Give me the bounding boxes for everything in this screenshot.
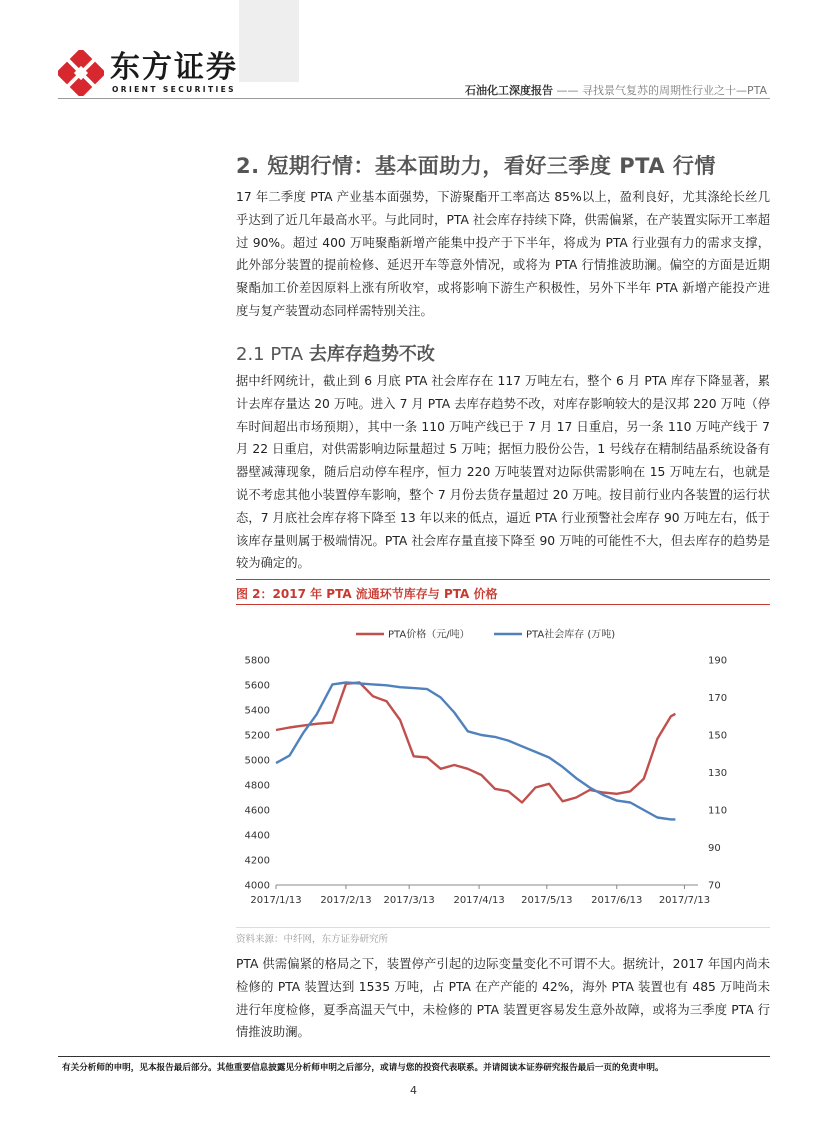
y-left-tick-label: 4400 xyxy=(244,830,270,842)
y-right-tick-label: 110 xyxy=(708,805,728,817)
x-tick-label: 2017/3/13 xyxy=(383,895,435,906)
y-left-tick-label: 5200 xyxy=(244,730,270,742)
y-left-tick-label: 4000 xyxy=(244,880,270,892)
header-divider xyxy=(58,98,770,99)
orient-securities-logo-icon xyxy=(58,50,104,96)
page-number: 4 xyxy=(410,1084,417,1097)
y-left-tick-label: 4800 xyxy=(244,780,270,792)
y-left-tick-label: 4600 xyxy=(244,805,270,817)
figure-top-rule xyxy=(236,579,770,580)
y-left-tick-label: 5800 xyxy=(244,655,270,667)
figure-title: 图 2：2017 年 PTA 流通环节库存与 PTA 价格 xyxy=(236,587,498,601)
subsection-title-text: 去库存趋势不改 xyxy=(308,344,435,365)
y-right-tick-label: 70 xyxy=(708,880,721,892)
legend-label: PTA社会库存 (万吨) xyxy=(526,629,616,641)
section-title: 2. 短期行情：基本面助力，看好三季度 PTA 行情 xyxy=(236,154,716,178)
y-right-tick-label: 190 xyxy=(708,655,728,667)
figure-source: 资料来源：中纤网，东方证券研究所 xyxy=(236,934,389,945)
figure-bottom-rule xyxy=(236,927,770,928)
logo-text-cn: 东方证券 xyxy=(110,50,238,85)
y-right-tick-label: 150 xyxy=(708,730,728,742)
x-tick-label: 2017/5/13 xyxy=(521,895,573,906)
y-left-tick-label: 4200 xyxy=(244,855,270,867)
figure-title-rule xyxy=(236,604,770,605)
footer-divider xyxy=(58,1056,770,1057)
header-decor-bar xyxy=(239,0,299,82)
y-right-tick-label: 170 xyxy=(708,693,728,704)
x-tick-label: 2017/6/13 xyxy=(591,895,643,906)
report-subtitle: —— 寻找景气复苏的周期性行业之十—PTA xyxy=(556,84,767,97)
x-tick-label: 2017/1/13 xyxy=(250,895,302,906)
series-line-pta-inventory xyxy=(276,683,675,820)
y-left-tick-label: 5600 xyxy=(244,680,270,692)
y-right-tick-label: 130 xyxy=(708,768,728,779)
subsection-title xyxy=(236,340,435,366)
report-header xyxy=(465,82,767,98)
x-tick-label: 2017/2/13 xyxy=(320,895,372,906)
footer-disclaimer: 有关分析师的申明，见本报告最后部分。其他重要信息披露见分析师申明之后部分，或请与您的投资代表联系。并请阅读本证券研究报告最后一页的免责申明。 xyxy=(62,1063,664,1073)
body-paragraph: PTA 供需偏紧的格局之下，装置停产引起的边际变量变化不可谓不大。据统计，2017 年国内尚未检修的 PTA 装置达到 1535 万吨，占 PTA 在产产能的 42%，海外 PTA 装置也有 485 万吨尚未进行年度检修，夏季高温天气中，未检修的 PTA 装置更容易发生意外故障，或将为三季度 PTA 行情推波助澜。 xyxy=(236,957,770,1040)
subsection-paragraph: 据中纤网统计，截止到 6 月底 PTA 社会库存在 117 万吨左右，整个 6 月 PTA 库存下降显著，累计去库存量达 20 万吨。进入 7 月 PTA 去库存趋势不改，对库存影响较大的是汉邦 220 万吨（停车时间超出市场预期），其中一条 110 万吨产线已于 7 月 17 日重启，另一条 110 万吨产线于 7 月 22 日重启，对供需影响边际量超过 5 万吨；据恒力股份公告，1 号线存在精制结晶系统设备有器壁减薄现象，随后启动停车程序，恒力 220 万吨装置对边际供需影响在 15 万吨左右，也就是说不考虑其他小装置停车影响，整个 7 月份去货存量超过 20 万吨。按目前行业内各装置的运行状态，7 月底社会库存将下降至 13 年以来的低点，逼近 PTA 行业预警社会库存 90 万吨左右，低于该库存量则属于极端情况。PTA 社会库存量直接下降至 90 万吨的可能性不大，但去库存的趋势是较为确定的。 xyxy=(236,374,770,571)
x-tick-label: 2017/7/13 xyxy=(658,895,711,906)
report-type: 石油化工深度报告 xyxy=(464,84,553,97)
y-left-tick-label: 5400 xyxy=(244,705,270,717)
legend-label: PTA价格（元/吨） xyxy=(388,629,470,641)
x-tick-label: 2017/4/13 xyxy=(453,895,505,906)
series-line-pta-price xyxy=(276,683,675,803)
subsection-title-number: 2.1 PTA xyxy=(236,344,304,365)
logo-text-en: ORIENT SECURITIES xyxy=(112,85,236,94)
y-left-tick-label: 5000 xyxy=(244,755,270,767)
section-paragraph: 17 年二季度 PTA 产业基本面强势，下游聚酯开工率高达 85%以上，盈利良好，尤其涤纶长丝几乎达到了近几年最高水平。与此同时，PTA 社会库存持续下降，供需偏紧，在产装置实际开工率超过 90%。超过 400 万吨聚酯新增产能集中投产于下半年，将成为 PTA 行业强有力的需求支撑，此外部分装置的提前检修、延迟开车等意外情况，或将为 PTA 行情推波助澜。偏空的方面是近期聚酯加工价差因原料上涨有所收窄，或将影响下游生产积极性，另外下半年 PTA 新增产能投产进度与复产装置动态同样需特别关注。 xyxy=(236,190,770,318)
y-right-tick-label: 90 xyxy=(708,843,721,854)
inventory-price-chart xyxy=(236,610,770,922)
